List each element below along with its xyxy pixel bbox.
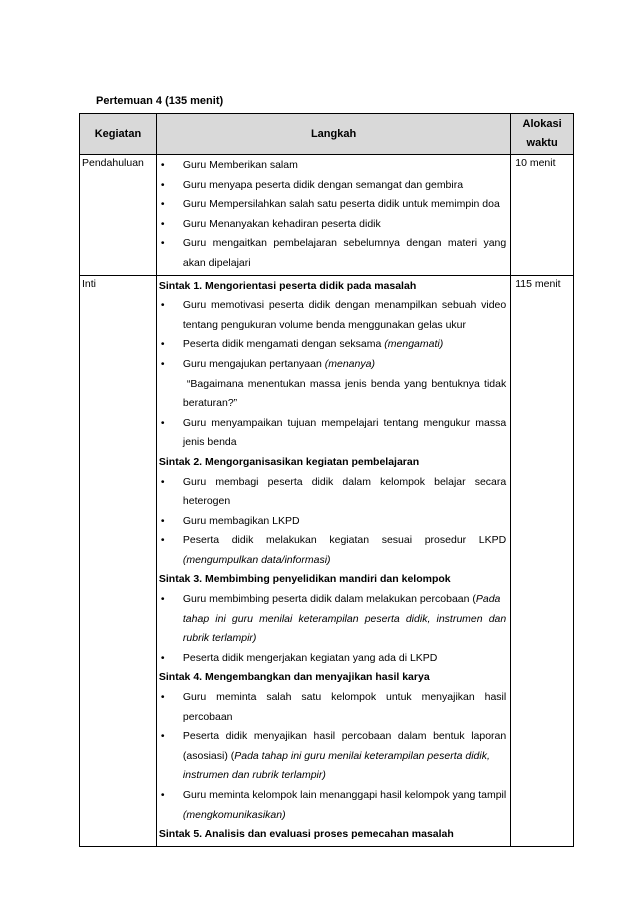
bullet-icon: • [160,299,165,312]
table-header-row [80,114,574,155]
question-text: “Bagaimana menentukan massa jenis benda yang bentuknya tidak [186,377,507,390]
list-item: • Guru mengaitkan pembelajaran sebelumnya dengan materi yang [159,234,506,254]
kegiatan-cell: Pendahuluan [80,155,157,276]
list-item-continuation: (asosiasi) (Pada tahap ini guru menilai keterampilan peserta didik, [182,749,490,762]
list-item: • Peserta didik mengamati dengan seksama (mengamati) [159,335,506,355]
lesson-plan-table [79,113,574,847]
header-kegiatan: Kegiatan [80,114,157,155]
sintak-heading: Sintak 1. Mengorientasi peserta didik pada masalah [158,279,417,292]
bullet-icon: • [160,178,165,191]
header-alokasi-line2: waktu [526,137,558,149]
list-item: • Guru meminta kelompok lain menanggapi hasil kelompok yang tampil [159,786,506,806]
header-alokasi-line1: Alokasi [522,118,562,130]
list-item-continuation: rubrik terlampir) [182,632,257,645]
bullet-icon: • [160,534,165,547]
list-item: • Guru membagikan LKPD [159,512,506,532]
list-item: • Guru membagi peserta didik dalam kelompok belajar secara [159,473,506,493]
bullet-icon: • [160,475,165,488]
waktu-cell: 10 menit [511,155,574,276]
list-item: • Guru mengajukan pertanyaan (menanya) [159,355,506,375]
sintak-heading: Sintak 3. Membimbing penyelidikan mandiri dan kelompok [158,573,451,586]
page-title: Pertemuan 4 (135 menit) [96,95,224,107]
bullet-icon: • [160,338,165,351]
bullet-icon: • [160,159,165,171]
list-item: • Peserta didik mengerjakan kegiatan yang ada di LKPD [159,649,506,669]
bullet-icon: • [160,514,165,527]
langkah-cell [156,155,510,276]
list-item-continuation: akan dipelajari [182,256,251,269]
list-item-continuation: jenis benda [182,436,237,449]
bullet-icon: • [160,237,165,250]
kegiatan-cell: Inti [80,275,157,846]
header-langkah: Langkah [156,114,510,155]
list-item-continuation: percobaan [182,710,233,723]
bullet-icon: • [160,198,165,211]
bullet-icon: • [160,357,165,370]
list-item: • Guru meminta salah satu kelompok untuk menyajikan hasil [159,688,506,708]
bullet-icon: • [160,416,165,429]
langkah-cell [156,275,510,846]
sintak-heading: Sintak 4. Mengembangkan dan menyajikan hasil karya [158,671,430,684]
list-item-continuation: tentang pengukuran volume benda menggunakan gelas ukur [182,318,467,331]
list-item: • Guru membimbing peserta didik dalam melakukan percobaan (Pada [159,590,506,610]
list-item: • Peserta didik melakukan kegiatan sesuai prosedur LKPD [159,531,506,551]
list-item-continuation: heterogen [182,495,231,508]
bullet-icon: • [160,593,165,606]
list-item: • Guru menyapa peserta didik dengan semangat dan gembira [159,176,506,196]
bullet-icon: • [160,217,165,230]
waktu-cell: 115 menit [511,275,574,846]
bullet-icon: • [160,691,165,704]
list-item: • Guru memotivasi peserta didik dengan menampilkan sebuah video [159,296,506,316]
sintak-heading: Sintak 5. Analisis dan evaluasi proses pemecahan masalah [158,828,454,841]
list-item: • Guru Memberikan salam [159,156,506,176]
header-alokasi-waktu [511,114,574,155]
table-row [80,275,574,846]
list-item-continuation: instrumen dan rubrik terlampir) [182,769,326,782]
list-item: • Guru Mempersilahkan salah satu peserta didik untuk memimpin doa [159,195,506,215]
list-item-continuation: tahap ini guru menilai keterampilan peserta didik, instrumen dan [182,612,507,625]
list-item: • Peserta didik menyajikan hasil percobaan dalam bentuk laporan [159,727,506,747]
list-item-continuation: (mengkomunikasikan) [182,808,286,821]
list-item: • Guru menyampaikan tujuan mempelajari tentang mengukur massa [159,414,506,434]
question-text-continuation: beraturan?” [182,397,238,410]
list-item-continuation: (mengumpulkan data/informasi) [182,553,331,566]
sintak-heading: Sintak 2. Mengorganisasikan kegiatan pembelajaran [158,455,420,468]
bullet-icon: • [160,789,165,801]
bullet-icon: • [160,730,165,743]
bullet-icon: • [160,651,165,664]
table-row [80,155,574,276]
list-item: • Guru Menanyakan kehadiran peserta didik [159,215,506,235]
